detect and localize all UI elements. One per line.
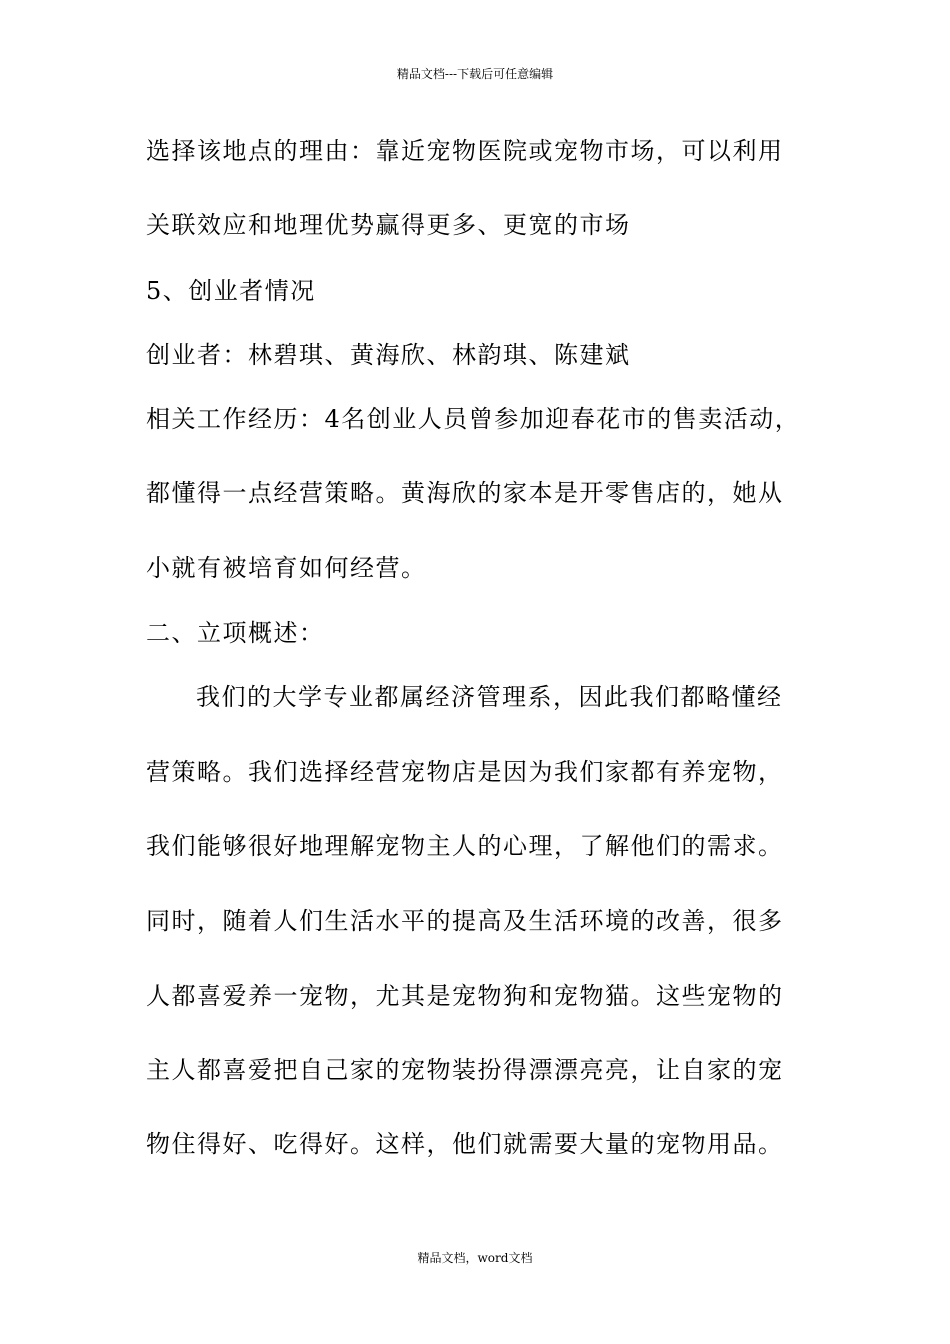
- paragraph-overview-line-1: 我们的大学专业都属经济管理系，因此我们都略懂经: [196, 683, 783, 711]
- page-footer: 精品文档，word文档: [417, 1251, 533, 1265]
- text-line-experience-cont-1: 都懂得一点经营策略。黄海欣的家本是开零售店的，她从: [146, 479, 784, 507]
- text-line-location-reason: 选择该地点的理由：靠近宠物医院或宠物市场，可以利用: [146, 137, 784, 165]
- page-header: 精品文档---下载后可任意编辑: [396, 67, 554, 81]
- paragraph-overview-line-7: 物住得好、吃得好。这样，他们就需要大量的宠物用品。: [146, 1130, 784, 1158]
- section-heading-project-overview: 二、立项概述：: [146, 619, 325, 647]
- paragraph-overview-line-2: 营策略。我们选择经营宠物店是因为我们家都有养宠物，: [146, 758, 784, 786]
- text-line-experience: 相关工作经历：4名创业人员曾参加迎春花市的售卖活动，: [146, 405, 801, 433]
- paragraph-overview-line-3: 我们能够很好地理解宠物主人的心理，了解他们的需求。: [146, 832, 784, 860]
- paragraph-overview-line-6: 主人都喜爱把自己家的宠物装扮得漂漂亮亮，让自家的宠: [146, 1056, 784, 1084]
- paragraph-overview-line-4: 同时，随着人们生活水平的提高及生活环境的改善，很多: [146, 907, 784, 935]
- text-line-founders: 创业者：林碧琪、黄海欣、林韵琪、陈建斌: [146, 341, 631, 369]
- text-line-location-reason-cont: 关联效应和地理优势赢得更多、更宽的市场: [146, 211, 631, 239]
- section-heading-founders: 5、创业者情况: [146, 277, 316, 305]
- text-line-experience-cont-2: 小就有被培育如何经营。: [146, 554, 427, 582]
- paragraph-overview-line-5: 人都喜爱养一宠物，尤其是宠物狗和宠物猫。这些宠物的: [146, 982, 784, 1010]
